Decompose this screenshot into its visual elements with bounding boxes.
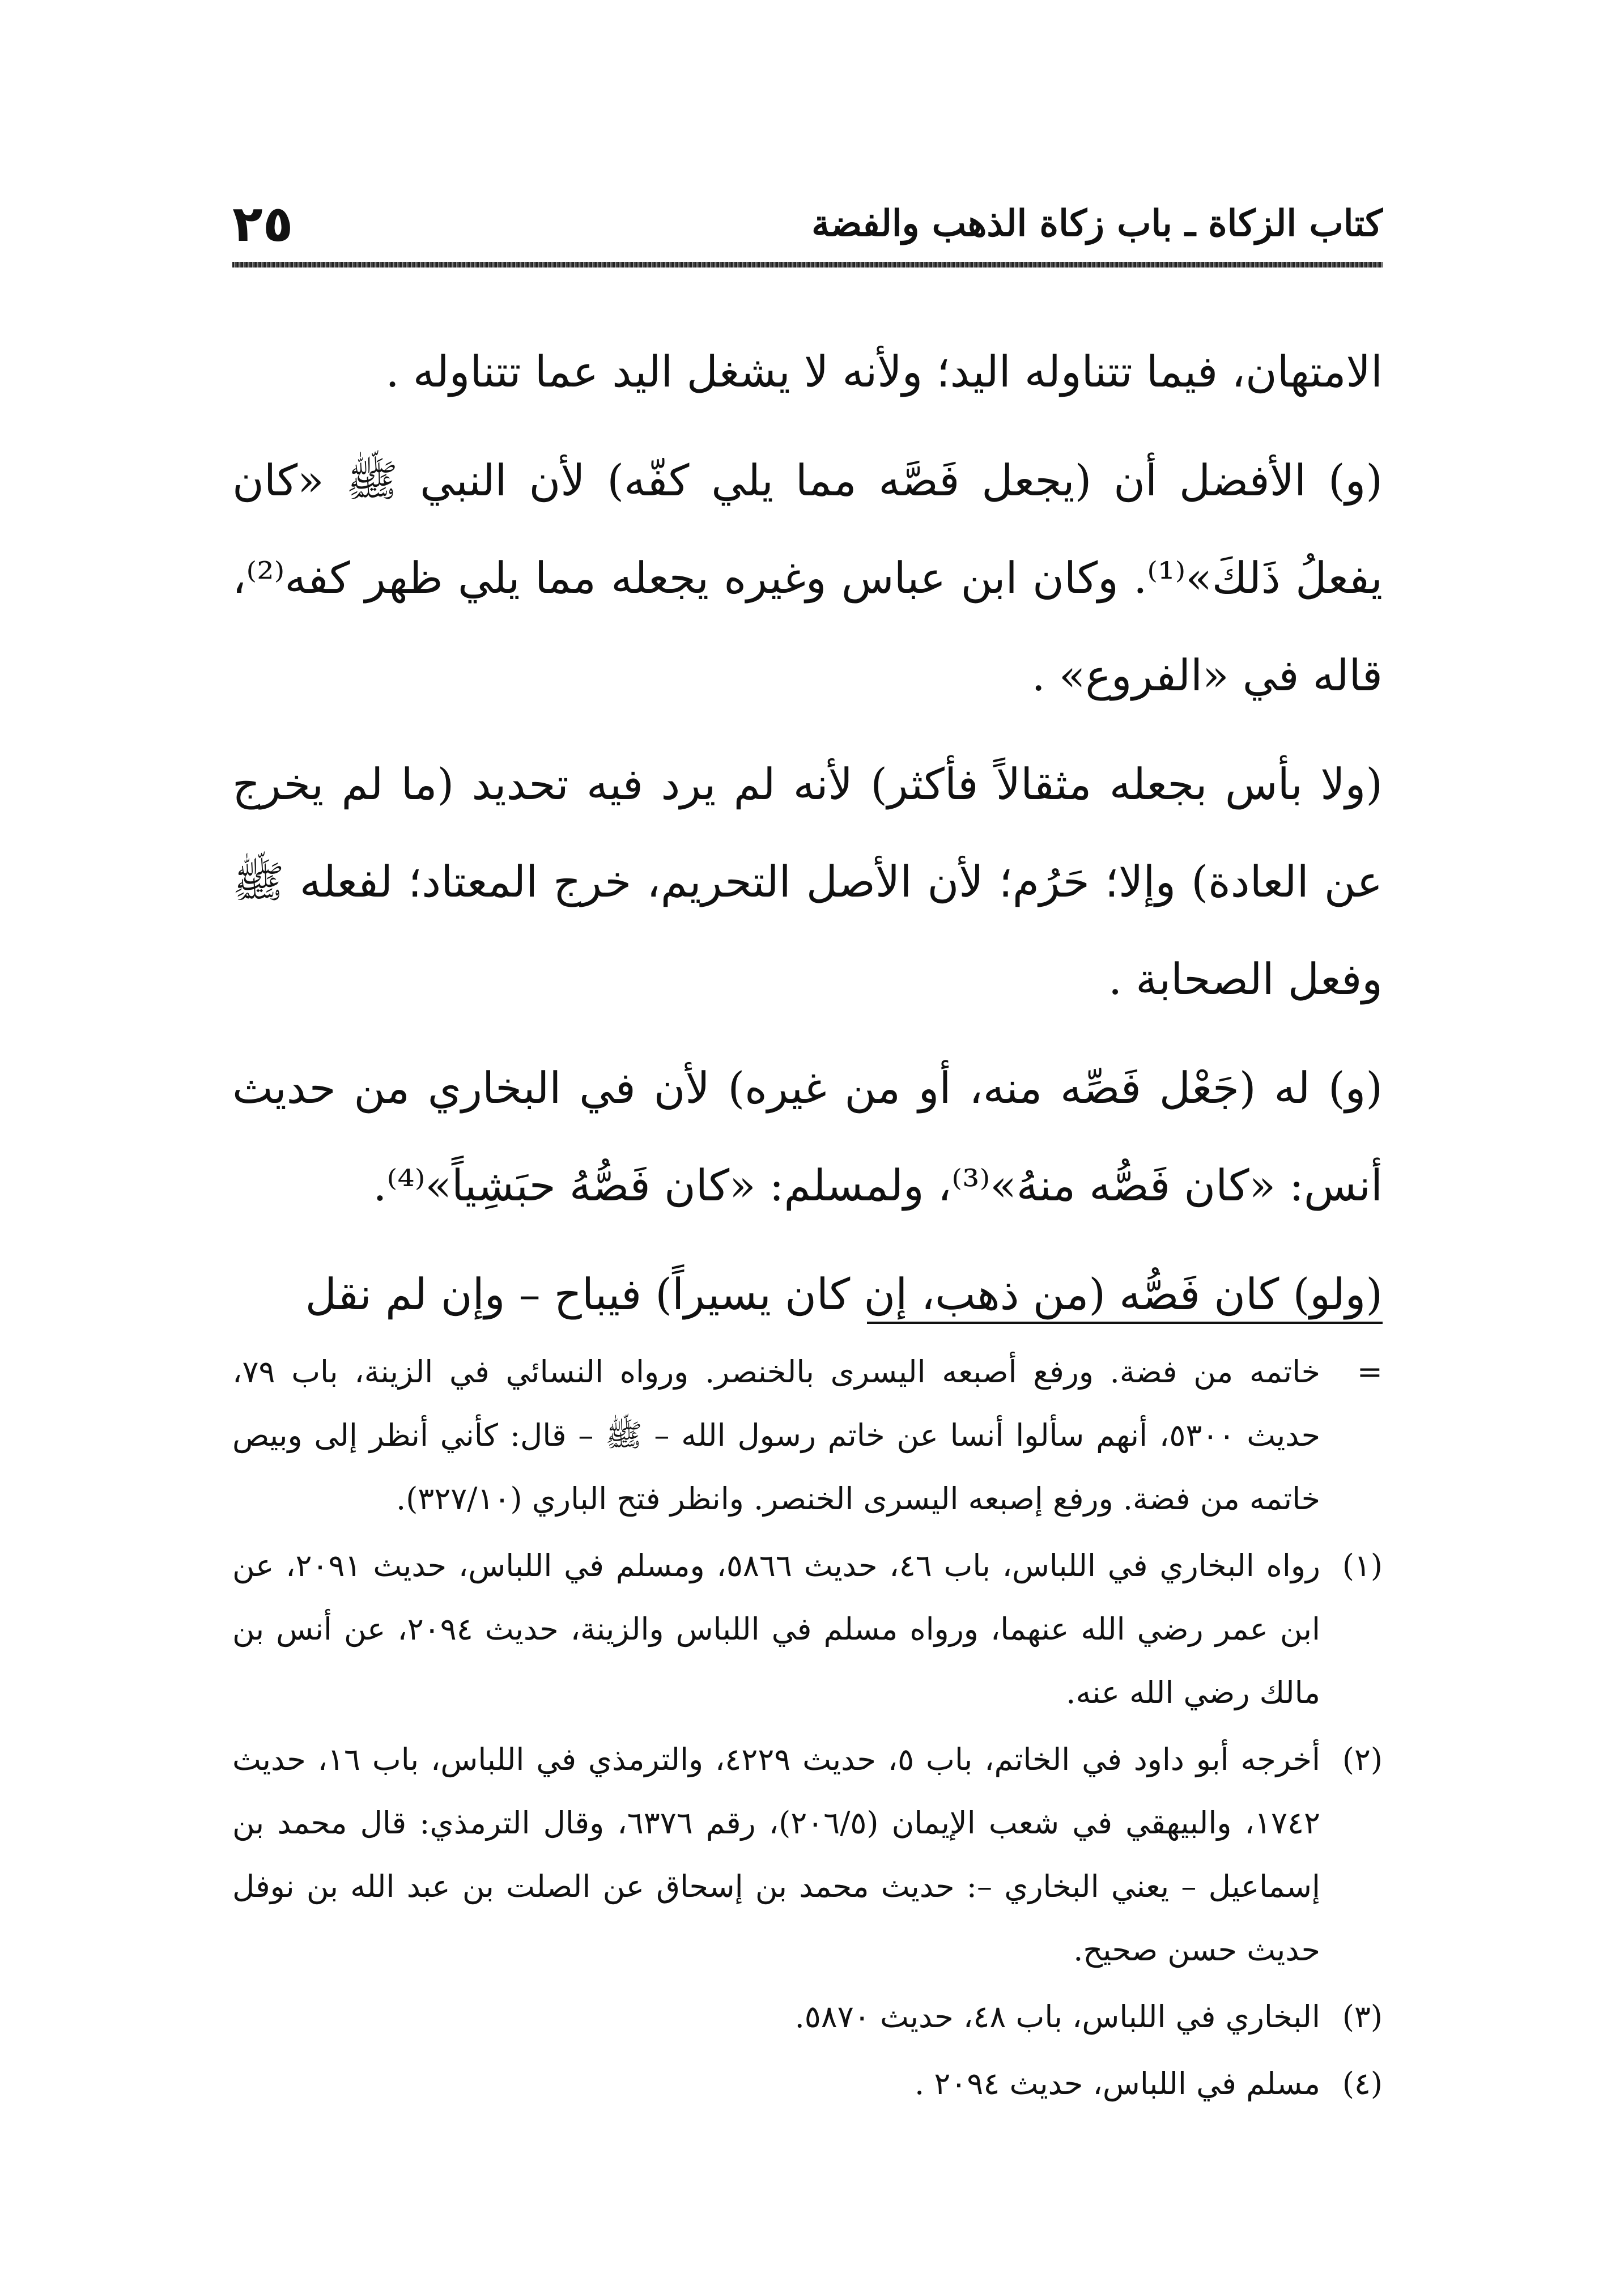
paragraph: الامتهان، فيما تتناوله اليد؛ ولأنه لا يشغل اليد عما تتناوله .: [385, 346, 1383, 397]
footnote-text: رواه البخاري في اللباس، باب ٤٦، حديث ٥٨٦٦، ومسلم في اللباس، حديث ٢٠٩١، عن ابن عمر رضي الله عنهما، ورواه مسلم في اللباس والزينة، حديث ٢٠٩٤، عن أنس بن مالك رضي الله عنه.: [232, 1548, 1321, 1710]
header-divider: [232, 262, 1383, 267]
footnote-marker: (٢): [1342, 1742, 1383, 1777]
footnote-marker: (٣): [1342, 1999, 1383, 2035]
footnote: [232, 1534, 1383, 1725]
footnote-marker: =: [1357, 1354, 1383, 1390]
footnote: [232, 2052, 1383, 2116]
paragraph: (ولو) كان فَصُّه (من ذهب، إن كان يسيراً) فيباح – وإن لم نقل: [305, 1269, 1383, 1319]
page-header: [232, 193, 1383, 255]
footnote-marker: (١): [1342, 1548, 1383, 1583]
footnote-divider: [867, 1322, 1383, 1324]
paragraph: (و) له (جَعْل فَصِّه منه، أو من غيره) لأن في البخاري من حديث أنس: «كان فَصُّه منهُ»⁽³⁾، ولمسلم: «كان فَصُّهُ حبَشِياً»⁽⁴⁾.: [232, 1063, 1383, 1211]
footnote: [232, 1340, 1383, 1531]
paragraph: (و) الأفضل أن (يجعل فَصَّه مما يلي كفّه) لأن النبي ﷺ «كان يفعلُ ذَلكَ»⁽¹⁾. وكان ابن عباس وغيره يجعله مما يلي ظهر كفه⁽²⁾، قاله في «الفروع» .: [232, 455, 1383, 700]
main-text: [232, 323, 1383, 1354]
footnotes: [232, 1340, 1383, 2119]
footnote: [232, 1728, 1383, 1982]
running-title: كتاب الزكاة ـ باب زكاة الذهب والفضة: [811, 202, 1383, 245]
footnote: [232, 1985, 1383, 2049]
footnote-text: خاتمه من فضة. ورفع أصبعه اليسرى بالخنصر. ورواه النسائي في الزينة، باب ٧٩، حديث ٥٣٠٠، أنهم سألوا أنسا عن خاتم رسول الله – ﷺ – قال: كأني أنظر إلى وبيص خاتمه من فضة. ورفع إصبعه اليسرى الخنصر. وانظر فتح الباري (٣٢٧/١٠).: [232, 1354, 1320, 1517]
page-number: ٢٥: [232, 194, 294, 253]
footnote-marker: (٤): [1342, 2066, 1383, 2101]
footnote-text: البخاري في اللباس، باب ٤٨، حديث ٥٨٧٠.: [794, 1999, 1320, 2035]
paragraph: (ولا بأس بجعله مثقالاً فأكثر) لأنه لم يرد فيه تحديد (ما لم يخرج عن العادة) وإلا؛ حَرُم؛ لأن الأصل التحريم، خرج المعتاد؛ لفعله ﷺ وفعل الصحابة .: [232, 759, 1383, 1004]
footnote-text: أخرجه أبو داود في الخاتم، باب ٥، حديث ٤٢٢٩، والترمذي في اللباس، باب ١٦، حديث ١٧٤٢، والبيهقي في شعب الإيمان (٢٠٦/٥)، رقم ٦٣٧٦، وقال الترمذي: قال محمد بن إسماعيل – يعني البخاري –: حديث محمد بن إسحاق عن الصلت بن عبد الله بن نوفل حديث حسن صحيح.: [232, 1742, 1320, 1968]
footnote-text: مسلم في اللباس، حديث ٢٠٩٤ .: [915, 2066, 1320, 2101]
